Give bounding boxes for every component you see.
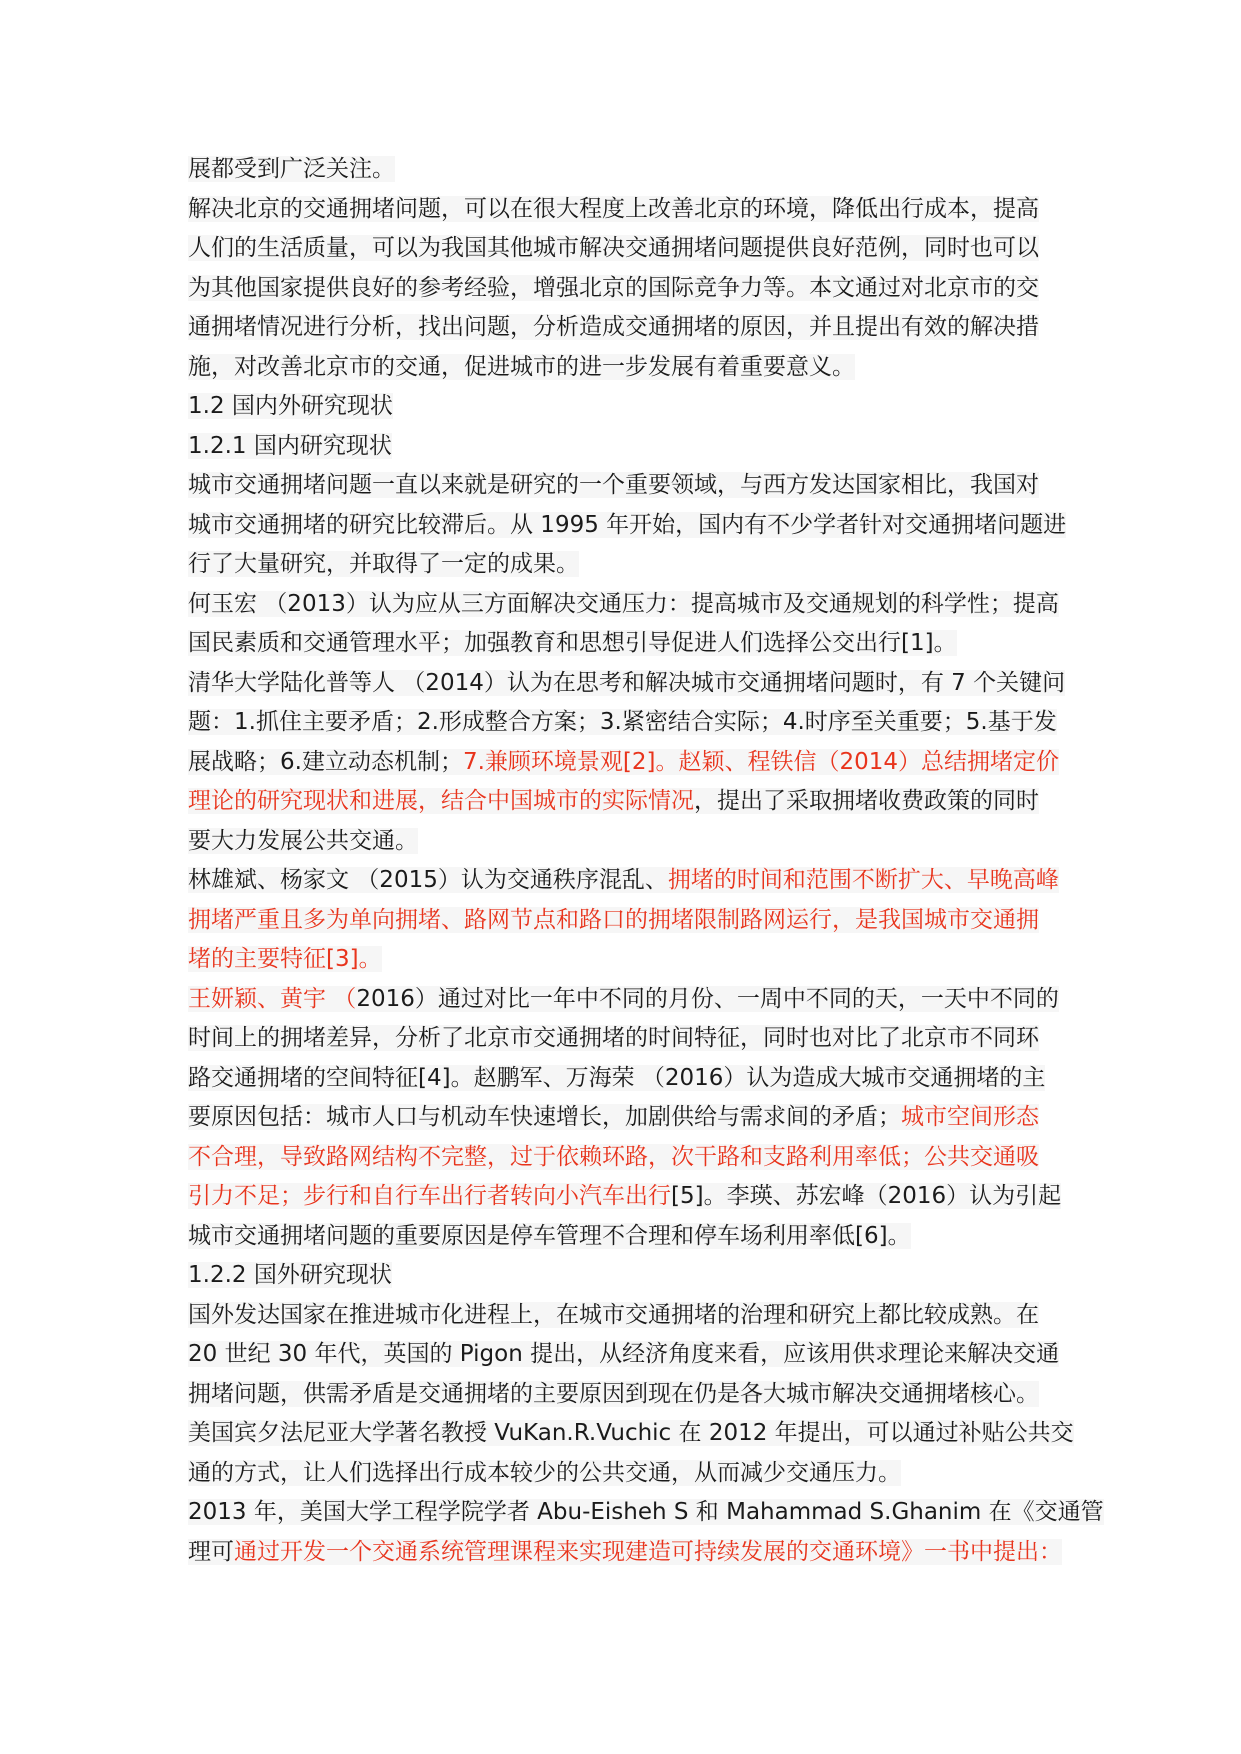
text-segment: 清华大学陆化普等人 （2014）认为在思考和解决城市交通拥堵问题时，有 7 个关键问: [188, 669, 1066, 696]
text-segment: 城市交通拥堵问题一直以来就是研究的一个重要领域，与西方发达国家相比，我国对: [188, 472, 1039, 498]
text-line: [188, 466, 1088, 506]
text-line: [188, 1019, 1088, 1059]
text-segment: 城市交通拥堵问题的重要原因是停车管理不合理和停车场利用率低[6]。: [188, 1222, 911, 1249]
text-segment: 行了大量研究，并取得了一定的成果。: [188, 551, 579, 577]
text-line: [188, 506, 1088, 546]
text-line: [188, 703, 1088, 743]
text-line: [188, 1138, 1088, 1178]
text-segment: 展都受到广泛关注。: [188, 156, 395, 182]
highlighted-text-segment: 拥堵严重且多为单向拥堵、路网节点和路口的拥堵限制路网运行，是我国城市交通拥: [188, 906, 1039, 933]
text-segment: 2016）通过对比一年中不同的月份、一周中不同的天，一天中不同的: [356, 985, 1059, 1012]
text-line: [188, 1454, 1088, 1494]
text-segment: 拥堵问题，供需矛盾是交通拥堵的主要原因到现在仍是各大城市解决交通拥堵核心。: [188, 1380, 1039, 1407]
highlighted-text-segment: 堵的主要特征[3]。: [188, 946, 382, 972]
highlighted-text-segment: 理论的研究现状和进展，结合中国城市的实际情况: [188, 788, 694, 814]
text-segment: 国民素质和交通管理水平；加强教育和思想引导促进人们选择公交出行[1]。: [188, 630, 957, 656]
text-line: [188, 743, 1088, 783]
text-line: [188, 782, 1088, 822]
text-line: [188, 269, 1088, 309]
text-segment: 1.2 国内外研究现状: [188, 393, 393, 419]
text-line: [188, 190, 1088, 230]
text-segment: 解决北京的交通拥堵问题，可以在很大程度上改善北京的环境，降低出行成本，提高: [188, 195, 1039, 222]
text-segment: ，提出了采取拥堵收费政策的同时: [694, 788, 1039, 814]
text-segment: 施，对改善北京市的交通，促进城市的进一步发展有着重要意义。: [188, 353, 855, 380]
text-segment: 1.2.2 国外研究现状: [188, 1262, 392, 1288]
highlighted-text-segment: 不合理，导致路网结构不完整，过于依赖环路，次干路和支路利用率低；公共交通吸: [188, 1143, 1039, 1170]
text-line: [188, 664, 1088, 704]
text-line: [188, 1059, 1088, 1099]
text-line: [188, 1533, 1088, 1573]
text-line: [188, 1256, 1088, 1296]
text-segment: 要原因包括：城市人口与机动车快速增长，加剧供给与需求间的矛盾；: [188, 1104, 901, 1130]
text-line: [188, 861, 1088, 901]
text-segment: 林雄斌、杨家文 （2015）认为交通秩序混乱、: [188, 867, 668, 893]
text-segment: 20 世纪 30 年代，英国的 Pigon 提出，从经济角度来看，应该用供求理论来解决交通: [188, 1341, 1060, 1367]
text-line: [188, 1335, 1088, 1375]
text-segment: 美国宾夕法尼亚大学著名教授 VuKan.R.Vuchic 在 2012 年提出，可以通过补贴公共交: [188, 1420, 1074, 1446]
text-line: [188, 229, 1088, 269]
text-line: [188, 1098, 1088, 1138]
text-line: [188, 1217, 1088, 1257]
highlighted-text-segment: 引力不足；步行和自行车出行者转向小汽车出行: [188, 1183, 671, 1209]
text-line: [188, 822, 1088, 862]
text-segment: 路交通拥堵的空间特征[4]。赵鹏军、万海荣 （2016）认为造成大城市交通拥堵的主: [188, 1064, 1046, 1091]
text-segment: 1.2.1 国内研究现状: [188, 432, 392, 459]
highlighted-text-segment: 城市空间形态: [901, 1104, 1039, 1130]
text-segment: 要大力发展公共交通。: [188, 827, 418, 854]
text-segment: 为其他国家提供良好的参考经验，增强北京的国际竞争力等。本文通过对北京市的交: [188, 274, 1039, 301]
text-line: [188, 1414, 1088, 1454]
text-segment: 国外发达国家在推进城市化进程上，在城市交通拥堵的治理和研究上都比较成熟。在: [188, 1301, 1039, 1328]
text-line: [188, 1493, 1104, 1533]
text-segment: 题：1.抓住主要矛盾；2.形成整合方案；3.紧密结合实际；4.时序至关重要；5.基于发: [188, 709, 1057, 735]
text-line: [188, 150, 1088, 190]
text-segment: 通的方式，让人们选择出行成本较少的公共交通，从而减少交通压力。: [188, 1459, 901, 1486]
text-line: [188, 387, 1088, 427]
text-segment: 城市交通拥堵的研究比较滞后。从 1995 年开始，国内有不少学者针对交通拥堵问题进: [188, 511, 1067, 538]
text-line: [188, 545, 1088, 585]
document-body: [188, 150, 1104, 1572]
highlighted-text-segment: 通过开发一个交通系统管理课程来实现建造可持续发展的交通环境》一书中提出：: [234, 1538, 1062, 1565]
text-segment: 时间上的拥堵差异，分析了北京市交通拥堵的时间特征，同时也对比了北京市不同环: [188, 1025, 1039, 1051]
text-line: [188, 1177, 1088, 1217]
text-line: [188, 585, 1088, 625]
highlighted-text-segment: 拥堵的时间和范围不断扩大、早晚高峰: [667, 867, 1059, 893]
text-segment: 理可: [188, 1538, 234, 1565]
text-line: [188, 940, 1088, 980]
text-segment: 何玉宏 （2013）认为应从三方面解决交通压力：提高城市及交通规划的科学性；提高: [188, 590, 1059, 617]
text-segment: 2013 年，美国大学工程学院学者 Abu-Eisheh S 和 Mahammad S.Ghanim 在《交通管: [188, 1499, 1104, 1525]
text-segment: 通拥堵情况进行分析，找出问题，分析造成交通拥堵的原因，并且提出有效的解决措: [188, 314, 1039, 340]
highlighted-text-segment: 7.兼顾环境景观[2]。赵颖、程铁信（2014）总结拥堵定价: [462, 748, 1060, 775]
text-line: [188, 348, 1088, 388]
text-segment: 展战略；6.建立动态机制；: [188, 748, 463, 775]
text-segment: 人们的生活质量，可以为我国其他城市解决交通拥堵问题提供良好范例，同时也可以: [188, 235, 1039, 261]
text-line: [188, 1296, 1088, 1336]
text-segment: [5]。李瑛、苏宏峰（2016）认为引起: [671, 1183, 1062, 1209]
text-line: [188, 308, 1088, 348]
text-line: [188, 901, 1088, 941]
text-line: [188, 1375, 1088, 1415]
text-line: [188, 427, 1088, 467]
highlighted-text-segment: 王妍颖、黄宇 （: [188, 985, 357, 1012]
text-line: [188, 624, 1088, 664]
text-line: [188, 980, 1088, 1020]
